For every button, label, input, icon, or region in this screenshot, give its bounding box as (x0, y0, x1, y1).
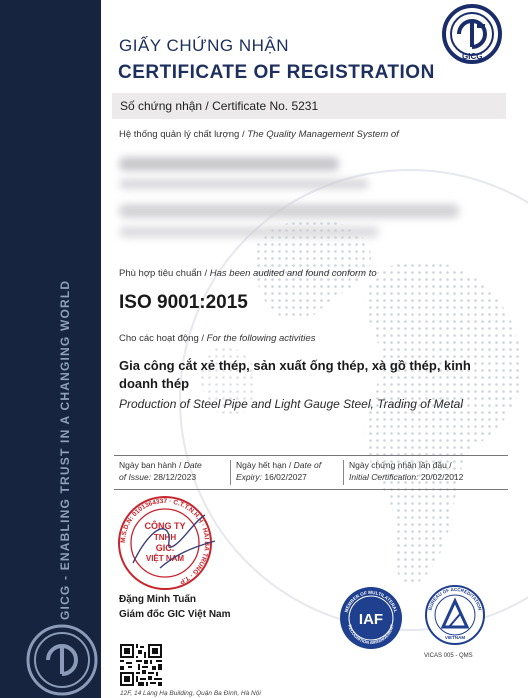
activities-label-vn: Cho các hoạt động / (119, 333, 207, 344)
gicg-logo-caption: GICG (462, 52, 483, 61)
certificate-number: Số chứng nhận / Certificate No. 5231 (120, 99, 319, 113)
vicas-country-text: VIETNAM (444, 635, 466, 640)
issue-date-cell (114, 456, 230, 489)
initial-cert-label-vn: Ngày chứng nhận lần đầu / (349, 460, 452, 470)
footer-address: 12F, 14 Láng Hạ Building, Quận Ba Đình, Hà Nội (120, 690, 261, 697)
signer-name: Đặng Minh Tuấn (119, 594, 197, 605)
iaf-top-text: MEMBER OF MULTILATERAL (343, 589, 399, 614)
conform-label-en: Has been audited and found conform to (209, 268, 377, 279)
side-band-slogan: GICG - ENABLING TRUST IN A CHANGING WORLD (58, 279, 72, 620)
activities-vietnamese: Gia công cắt xẻ thép, sản xuất ống thép, xà gồ thép, kinh doanh thép (119, 358, 471, 391)
vicas-accreditation-icon (423, 583, 487, 655)
activities-english: Production of Steel Pipe and Light Gauge Steel, Trading of Metal (119, 397, 463, 411)
qms-line (119, 129, 399, 140)
blurred-company-address (119, 204, 459, 218)
activities-line (119, 333, 315, 344)
vicas-code: VICAS 005 - QMS (424, 653, 473, 659)
gicg-logo-icon (437, 2, 507, 72)
stamp-ring-text: M.S.D.N: 0101364337 · C.T.T.N.H.H · HAI BÀ TRUNG · T.P (119, 497, 211, 585)
stamp-line4: VIỆT NAM (145, 554, 185, 563)
issue-date-label-en-1: Date (183, 460, 202, 470)
iaf-bottom-text: RECOGNITION ARRANGEMENT (347, 623, 395, 646)
stamp-line1: CÔNG TY (144, 521, 186, 531)
title-english: CERTIFICATE OF REGISTRATION (118, 62, 435, 83)
issue-date-label-vn: Ngày ban hành / (119, 460, 184, 470)
expiry-date-label-en-1: Date of (293, 460, 322, 470)
stamp-line3: GIC. (155, 543, 175, 553)
conform-line (119, 268, 377, 279)
iaf-mark-icon (338, 585, 404, 651)
conform-label-vn: Phù hợp tiêu chuẩn / (119, 268, 210, 279)
company-stamp (105, 493, 225, 593)
dates-table (114, 455, 508, 490)
qr-code-icon[interactable] (120, 644, 162, 686)
side-band-logo-icon (22, 620, 102, 698)
issue-date-label-en-2: of Issue: (119, 472, 152, 482)
expiry-date-value: 16/02/2027 (264, 472, 307, 482)
initial-cert-label-en: Initial Certification: (349, 472, 419, 482)
qms-label-en: The Quality Management System of (247, 129, 399, 140)
expiry-date-label-en-2: Expiry: (236, 472, 262, 482)
stamp-line2: TNHH (153, 533, 177, 542)
qms-label-vn: Hệ thống quản lý chất lượng / (119, 129, 248, 140)
iso-standard: ISO 9001:2015 (119, 292, 248, 313)
vicas-ring-text: BUREAU OF ACCREDITATION (427, 586, 483, 611)
expiry-date-cell (231, 456, 343, 489)
side-band (0, 0, 101, 698)
blurred-company-name (119, 157, 339, 171)
title-vietnamese: GIẤY CHỨNG NHẬN (119, 36, 290, 55)
activities-label-en: For the following activities (206, 333, 316, 344)
blurred-company-name-line2 (119, 179, 369, 189)
expiry-date-label-vn: Ngày hết hạn / (236, 460, 294, 470)
initial-certification-cell (344, 456, 508, 489)
issue-date-value: 28/12/2023 (153, 472, 197, 482)
blurred-company-address-line2 (119, 226, 379, 238)
initial-cert-value: 20/02/2012 (420, 472, 464, 482)
signer-title: Giám đốc GIC Việt Nam (119, 609, 231, 620)
iaf-mark-text: IAF (358, 611, 384, 628)
